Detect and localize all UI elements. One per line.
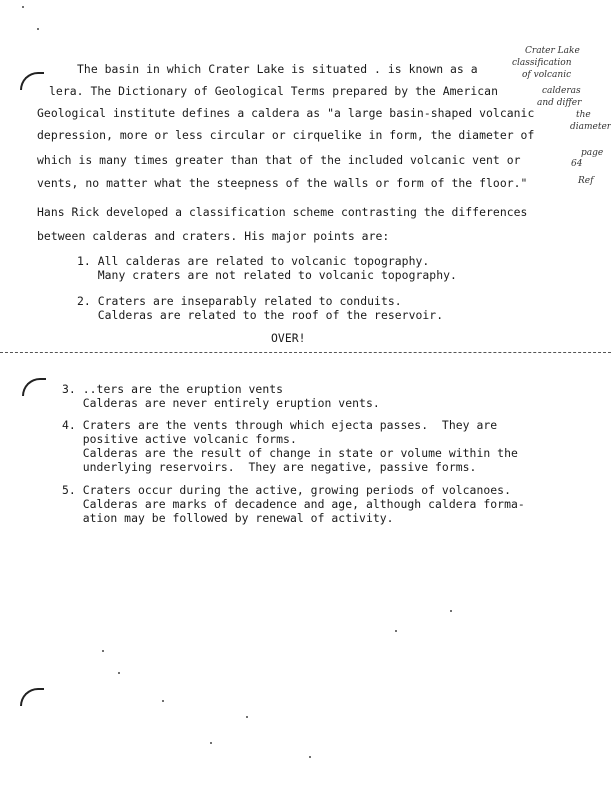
scan-speck [246,716,248,718]
list-item-line: 5. Craters occur during the active, growing periods of volcanoes. [62,483,512,497]
list-item-line: underlying reservoirs. They are negative, passive forms. [62,460,477,474]
list-item-line: Calderas are the result of change in state or volume within the [62,446,518,460]
handwritten-note: page [581,148,604,158]
list-item-line: 4. Craters are the vents through which ejecta passes. They are [62,418,498,432]
handwritten-note: 64 [571,159,583,169]
list-item-line: Many craters are not related to volcanic topography. [77,268,457,282]
handwritten-note: Ref [578,176,594,186]
list-item-line: ation may be followed by renewal of activity. [62,511,394,525]
text-line: depression, more or less circular or cirquelike in form, the diameter of [37,128,535,142]
text-line: The basin in which Crater Lake is situated . is known as a [77,62,478,76]
scan-speck [162,700,164,702]
list-item-line: Calderas are related to the roof of the reservoir. [77,308,444,322]
handwritten-note: classification [512,58,572,68]
list-item-line: Calderas are never entirely eruption vents. [62,396,380,410]
hole-punch-top [20,72,44,90]
list-item-line: positive active volcanic forms. [62,432,297,446]
scan-speck [210,742,212,744]
text-line: lera. The Dictionary of Geological Terms prepared by the American [49,84,499,98]
handwritten-note: of volcanic [522,70,572,80]
scan-speck [118,672,120,674]
scan-speck [395,630,397,632]
text-line: vents, no matter what the steepness of the walls or form of the floor." [37,176,528,190]
scan-speck [309,756,311,758]
handwritten-note: and differ [537,98,582,108]
handwritten-note: the [576,110,591,120]
text-line: Geological institute defines a caldera as "a large basin-shaped volcanic [37,106,535,120]
over-note: OVER! [271,331,306,345]
list-item-line: 2. Craters are inseparably related to conduits. [77,294,402,308]
hole-punch-middle [22,378,46,396]
handwritten-note: diameter [570,122,611,132]
text-line: Hans Rick developed a classification scheme contrasting the differences [37,205,528,219]
handwritten-note: Crater Lake [525,46,580,56]
text-line: between calderas and craters. His major points are: [37,229,390,243]
list-item-line: Calderas are marks of decadence and age, although caldera forma- [62,497,525,511]
hole-punch-bottom [20,688,44,706]
list-item-line: 1. All calderas are related to volcanic topography. [77,254,430,268]
fold-divider [0,352,611,353]
list-item-line: 3. ..ters are the eruption vents [62,382,284,396]
scan-speck [102,650,104,652]
scan-speck [450,610,452,612]
scan-speck [37,28,39,30]
handwritten-note: calderas [542,86,581,96]
text-line: which is many times greater than that of the included volcanic vent or [37,153,521,167]
scan-speck [22,6,24,8]
